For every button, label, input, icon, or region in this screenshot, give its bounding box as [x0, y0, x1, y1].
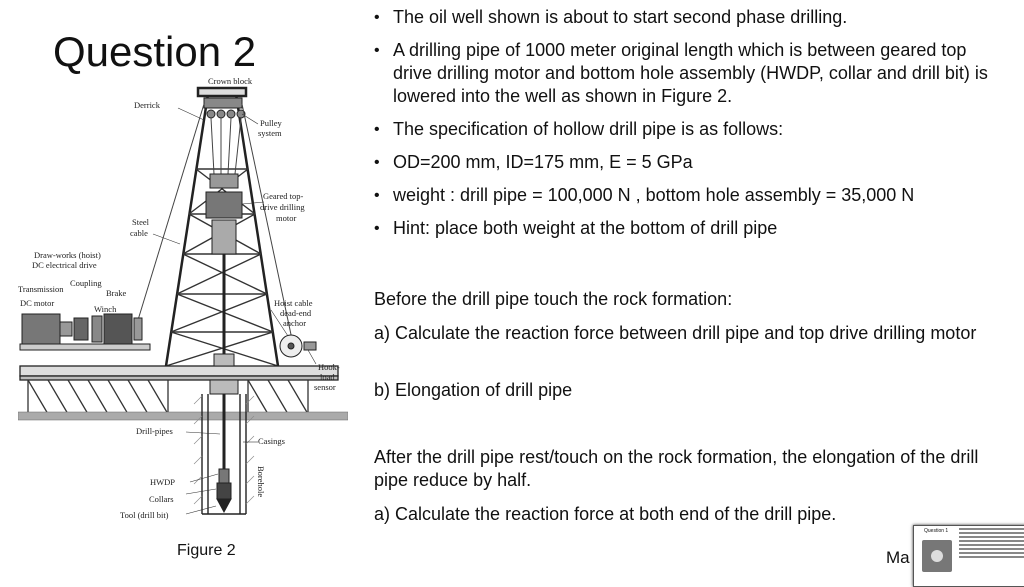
label-hwdp: HWDP: [150, 477, 176, 487]
label-drawworks-1: Draw-works (hoist): [34, 250, 101, 260]
slide-thumbnail[interactable]: [913, 525, 1024, 587]
label-coupling: Coupling: [70, 278, 102, 288]
dead-end-anchor: [280, 335, 316, 357]
label-hook-load-1: Hook-: [318, 362, 340, 372]
label-dc-motor: DC motor: [20, 298, 55, 308]
after-question-a: a) Calculate the reaction force at both end of the drill pipe.: [374, 504, 837, 524]
footer-text: Ma: [886, 548, 910, 567]
drilling-rig-diagram: [18, 74, 348, 534]
bullet-item: • A drilling pipe of 1000 meter original length which is between geared top drive drilling motor and bottom hole assembly (HWDP, collar and drill bit) is lowered into the well as shown in Figure 2.: [372, 39, 1002, 108]
bullet-item: • OD=200 mm, ID=175 mm, E = 5 GPa: [372, 151, 1002, 174]
figure-caption: Figure 2: [177, 542, 236, 559]
label-hook-load-2: load: [320, 372, 335, 382]
before-question-b: b) Elongation of drill pipe: [374, 380, 573, 400]
bullet-list: [372, 6, 1002, 250]
thumbnail-text-lines: [959, 528, 1024, 560]
label-motor-2: drive drilling: [260, 202, 305, 212]
label-borehole: Borehole: [256, 466, 266, 498]
label-motor-3: motor: [276, 213, 297, 223]
label-steel-cable-1: Steel: [132, 217, 149, 227]
drill-floor: [20, 366, 338, 380]
label-brake: Brake: [106, 288, 127, 298]
label-winch: Winch: [94, 304, 117, 314]
label-hook-load-3: sensor: [314, 382, 336, 392]
after-intro: After the drill pipe rest/touch on the rock formation, the elongation of the drill pipe reduce by half.: [374, 447, 979, 490]
label-hoist-cable-2: dead-end: [280, 308, 312, 318]
thumbnail-image: [922, 540, 952, 572]
bullet-item: • The oil well shown is about to start second phase drilling.: [372, 6, 1002, 29]
drill-string: [217, 394, 231, 512]
label-crown-block: Crown block: [208, 76, 253, 86]
drilling-rig-figure: [18, 74, 348, 534]
label-drill-pipes: Drill-pipes: [136, 426, 173, 436]
crown-block: [204, 98, 245, 118]
label-steel-cable-2: cable: [130, 228, 148, 238]
label-casings: Casings: [258, 436, 285, 446]
label-hoist-cable-1: Hoist cable: [274, 298, 313, 308]
label-hoist-cable-3: anchor: [283, 318, 307, 328]
label-motor-1: Geared top-: [263, 191, 304, 201]
label-tool: Tool (drill bit): [120, 510, 169, 520]
drawworks: [20, 314, 150, 350]
label-collars: Collars: [149, 494, 174, 504]
bullet-item: • Hint: place both weight at the bottom of drill pipe: [372, 217, 1002, 240]
label-transmission: Transmission: [18, 284, 64, 294]
top-drive-motor: [206, 174, 242, 366]
question-title: Question 2: [53, 28, 257, 75]
before-question-a: a) Calculate the reaction force between drill pipe and top drive drilling motor: [374, 323, 977, 343]
bullet-item: • weight : drill pipe = 100,000 N , bottom hole assembly = 35,000 N: [372, 184, 1002, 207]
label-drawworks-2: DC electrical drive: [32, 260, 97, 270]
label-pulley-1: Pulley: [260, 118, 282, 128]
label-derrick: Derrick: [134, 100, 160, 110]
label-pulley-2: system: [258, 128, 282, 138]
thumbnail-title: Question 1: [924, 528, 949, 534]
bullet-item: • The specification of hollow drill pipe is as follows:: [372, 118, 1002, 141]
before-intro: Before the drill pipe touch the rock formation:: [374, 289, 733, 309]
